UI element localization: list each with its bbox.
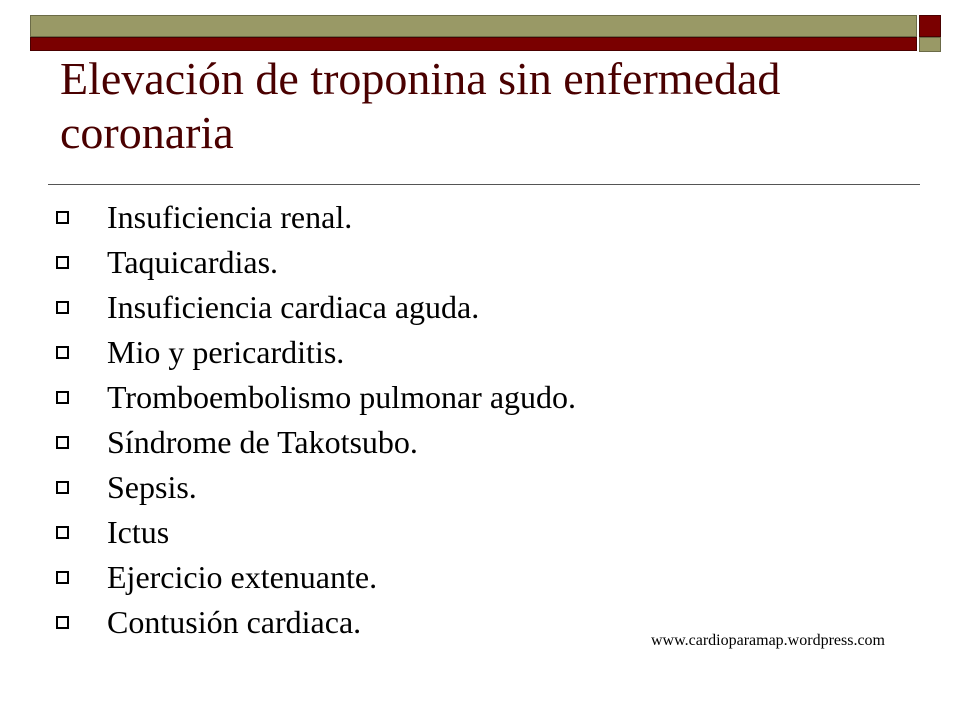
bullet-text: Mio y pericarditis.: [107, 334, 345, 370]
square-bullet-icon: [56, 616, 69, 629]
bullet-item: [56, 285, 576, 330]
header-olive-band: [30, 15, 917, 37]
bullet-text: Sepsis.: [107, 469, 197, 505]
footer-url: www.cardioparamap.wordpress.com: [651, 632, 885, 649]
square-bullet-icon: [56, 436, 69, 449]
bullet-list: [56, 195, 576, 645]
bullet-item: [56, 240, 576, 285]
square-bullet-icon: [56, 346, 69, 359]
bullet-text: Insuficiencia renal.: [107, 199, 353, 235]
square-bullet-icon: [56, 301, 69, 314]
header-corner-olive-square: [919, 37, 941, 52]
bullet-item: [56, 600, 576, 645]
bullet-item: [56, 465, 576, 510]
bullet-item: [56, 420, 576, 465]
bullet-text: Síndrome de Takotsubo.: [107, 424, 418, 460]
slide-title: Elevación de troponina sin enfermedad coronaria: [60, 53, 781, 158]
square-bullet-icon: [56, 571, 69, 584]
bullet-text: Ictus: [107, 514, 170, 550]
square-bullet-icon: [56, 481, 69, 494]
bullet-text: Insuficiencia cardiaca aguda.: [107, 289, 480, 325]
bullet-text: Tromboembolismo pulmonar agudo.: [107, 379, 577, 415]
header-maroon-bar: [30, 37, 917, 51]
bullet-item: [56, 555, 576, 600]
bullet-item: [56, 195, 576, 240]
square-bullet-icon: [56, 256, 69, 269]
bullet-item: [56, 330, 576, 375]
square-bullet-icon: [56, 211, 69, 224]
title-divider: [48, 184, 920, 185]
bullet-text: Ejercicio extenuante.: [107, 559, 378, 595]
square-bullet-icon: [56, 526, 69, 539]
bullet-item: [56, 375, 576, 420]
bullet-text: Taquicardias.: [107, 244, 279, 280]
bullet-item: [56, 510, 576, 555]
bullet-text: Contusión cardiaca.: [107, 604, 362, 640]
header-corner-maroon-square: [919, 15, 941, 37]
square-bullet-icon: [56, 391, 69, 404]
